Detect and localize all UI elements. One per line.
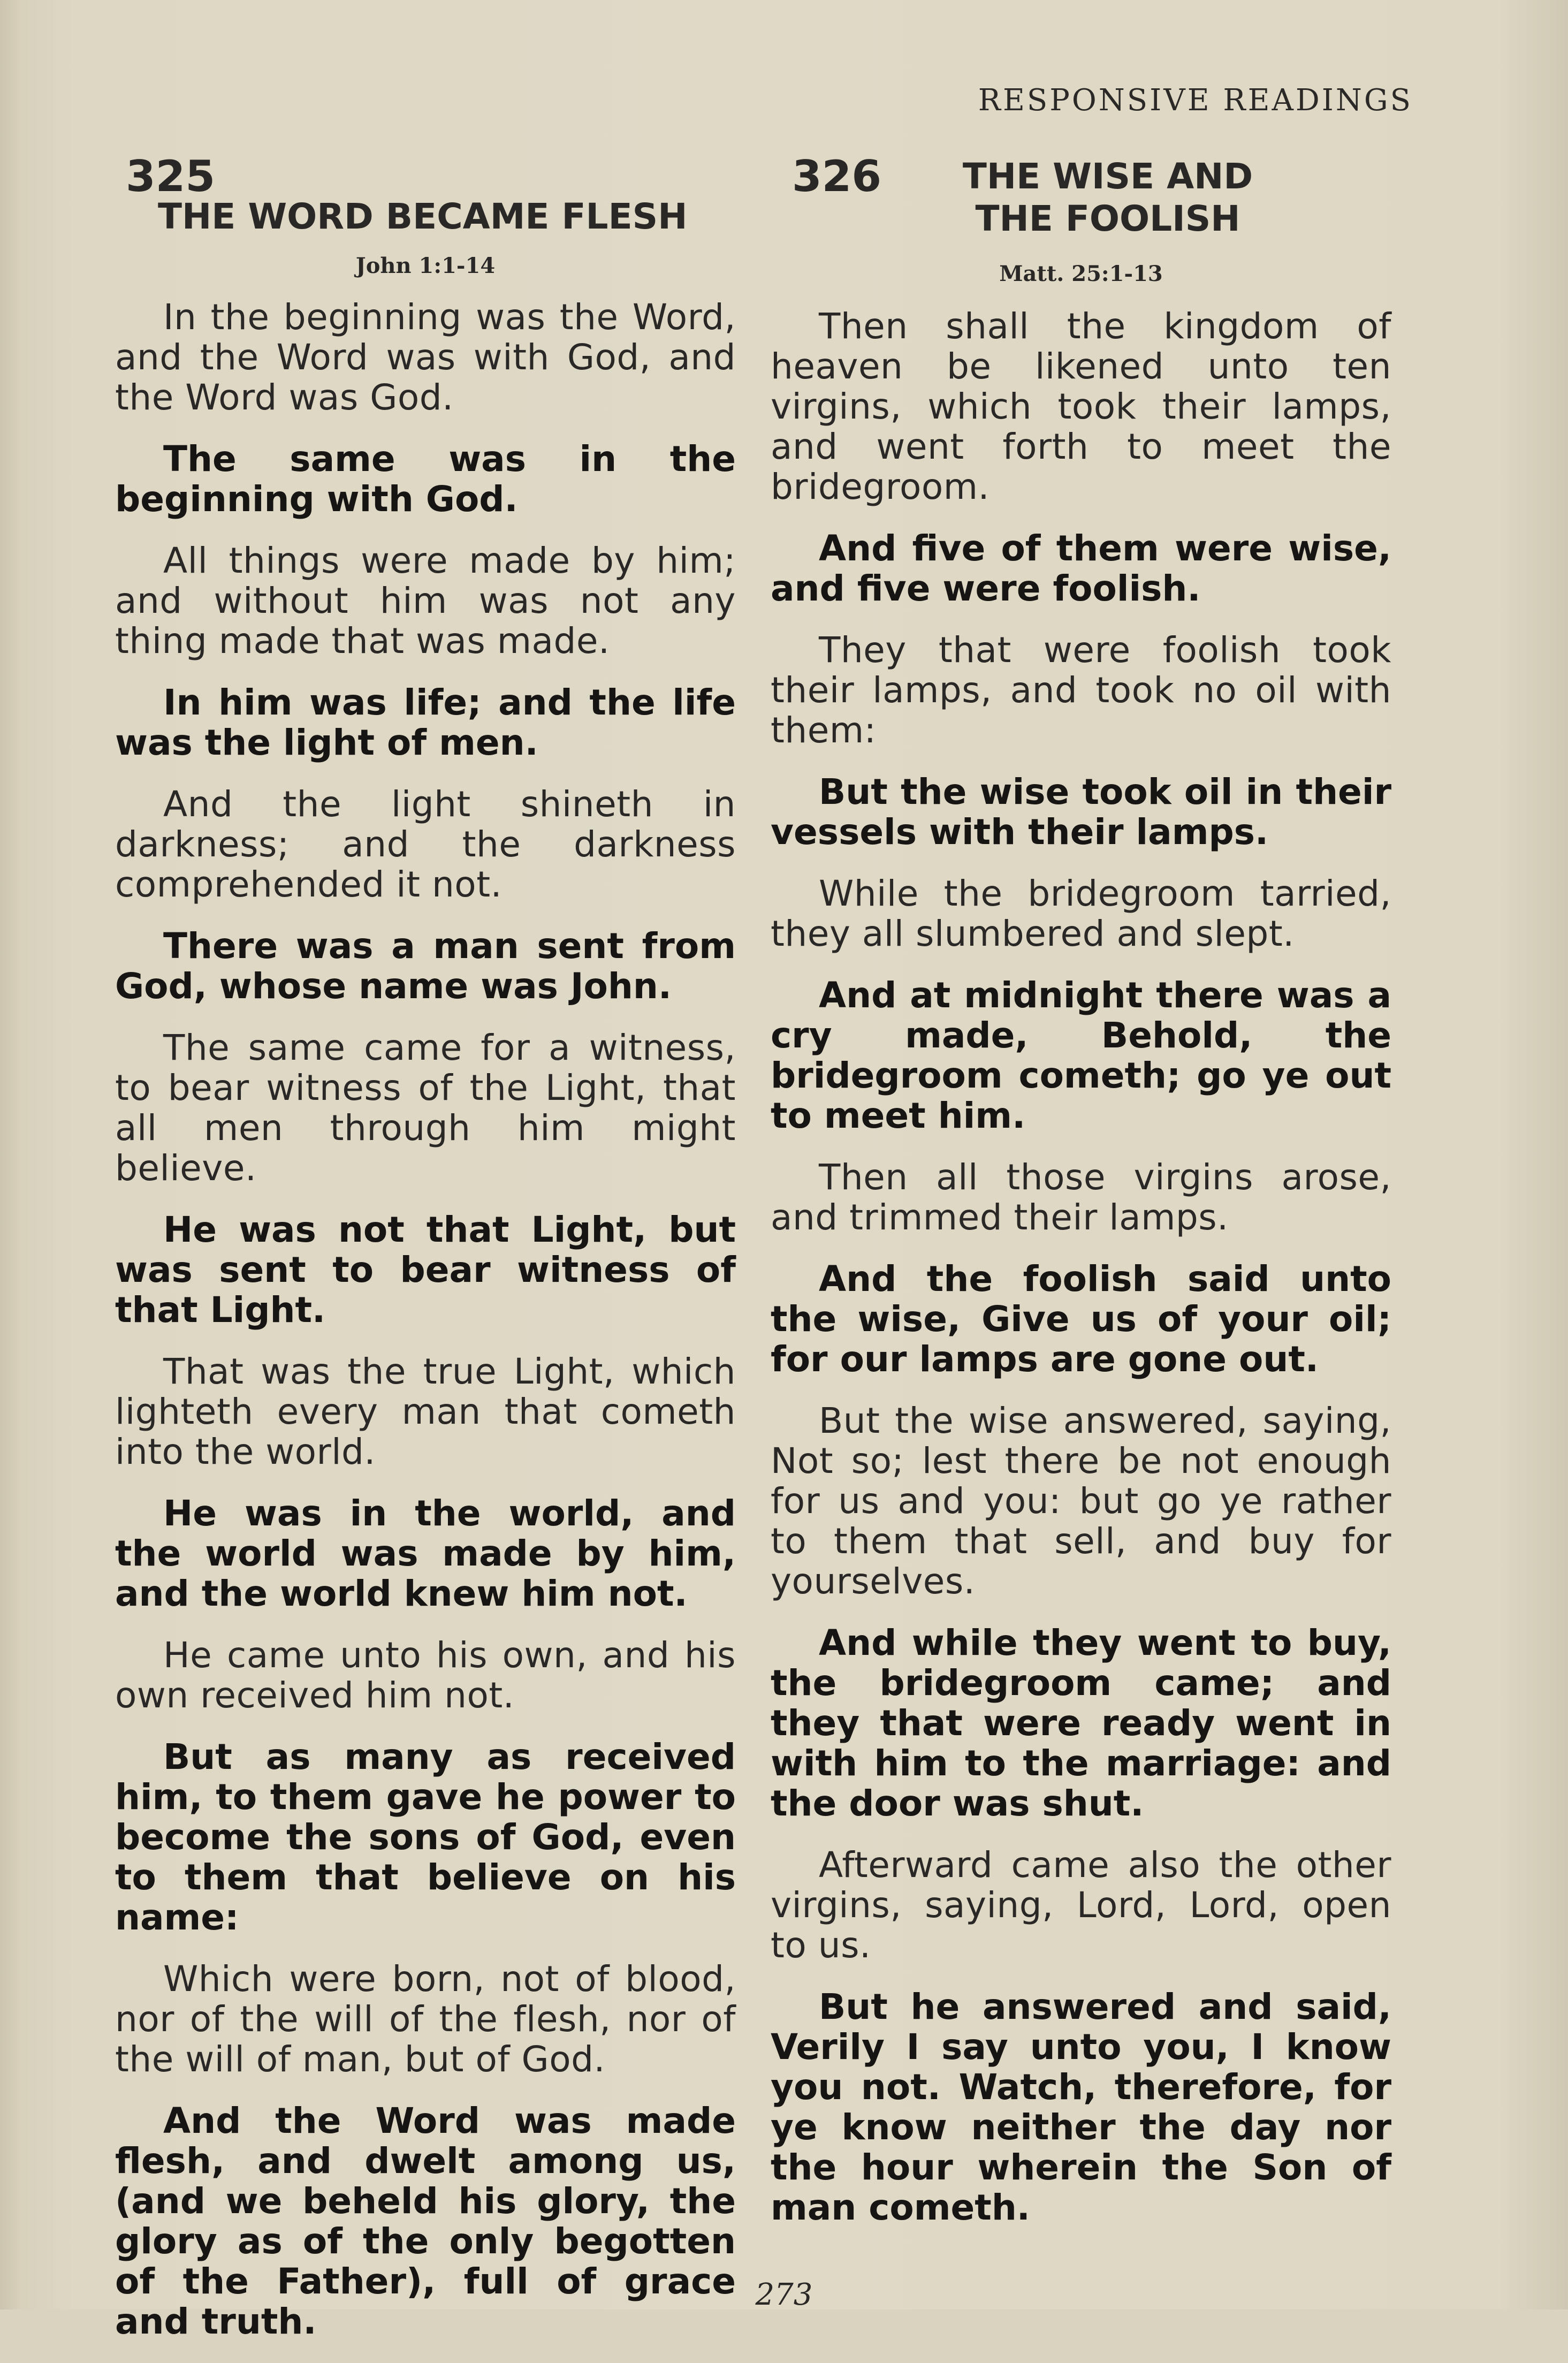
- scripture-reference: John 1:1-14: [355, 253, 496, 278]
- page-number: 273: [755, 2277, 813, 2312]
- leader-verse: That was the true Light, which lighteth every man that cometh into the world.: [115, 1351, 736, 1472]
- leader-verse: In the beginning was the Word, and the Word was with God, and the Word was God.: [115, 297, 736, 418]
- response-verse: And at midnight there was a cry made, Behold, the bridegroom cometh; go ye out to meet him.: [771, 975, 1391, 1136]
- leader-verse: But the wise answered, saying, Not so; lest there be not enough for us and you: but go ye rather to them that sell, and buy for yourselves.: [771, 1400, 1391, 1602]
- running-head: RESPONSIVE READINGS: [978, 83, 1413, 118]
- reading-header: [115, 151, 736, 297]
- leader-verse: The same came for a witness, to bear witness of the Light, that all men through him might believe.: [115, 1027, 736, 1189]
- reading-header: [771, 151, 1391, 306]
- reading-title-line: THE FOOLISH: [975, 198, 1240, 240]
- leader-verse: Then shall the kingdom of heaven be likened unto ten virgins, which took their lamps, and went forth to meet the bridegroom.: [771, 306, 1391, 507]
- leader-verse: He came unto his own, and his own received him not.: [115, 1635, 736, 1716]
- leader-verse: Then all those virgins arose, and trimmed their lamps.: [771, 1157, 1391, 1238]
- leader-verse: Which were born, not of blood, nor of the will of the flesh, nor of the will of man, but of God.: [115, 1958, 736, 2080]
- leader-verse: And the light shineth in darkness; and the darkness comprehended it not.: [115, 784, 736, 905]
- reading-title: THE WORD BECAME FLESH: [158, 196, 688, 237]
- response-verse: In him was life; and the life was the light of men.: [115, 682, 736, 763]
- reading-326: [771, 151, 1391, 2249]
- leader-verse: They that were foolish took their lamps, and took no oil with them:: [771, 629, 1391, 751]
- response-verse: He was in the world, and the world was made by him, and the world knew him not.: [115, 1493, 736, 1614]
- reading-number: 325: [126, 151, 215, 201]
- reading-title-line: THE WISE AND: [962, 156, 1253, 197]
- scripture-reference: Matt. 25:1-13: [999, 261, 1163, 286]
- reading-title: [771, 151, 1391, 240]
- reading-325: [115, 151, 736, 2363]
- leader-verse: Afterward came also the other virgins, saying, Lord, Lord, open to us.: [771, 1844, 1391, 1966]
- response-verse: But he answered and said, Verily I say unto you, I know you not. Watch, therefore, for ye know neither the day nor the hour wherein the Son of man cometh.: [771, 1986, 1391, 2228]
- response-verse: And the foolish said unto the wise, Give us of your oil; for our lamps are gone out.: [771, 1258, 1391, 1380]
- verse-list: [771, 306, 1391, 2228]
- response-verse: And five of them were wise, and five were foolish.: [771, 528, 1391, 609]
- response-verse: But as many as received him, to them gave he power to become the sons of God, even to them that believe on his name:: [115, 1736, 736, 1938]
- verse-list: [115, 297, 736, 2342]
- response-verse: But the wise took oil in their vessels with their lamps.: [771, 771, 1391, 853]
- reading-number: 326: [792, 151, 881, 201]
- leader-verse: While the bridegroom tarried, they all slumbered and slept.: [771, 873, 1391, 954]
- response-verse: And while they went to buy, the bridegroom came; and they that were ready went in with him to the marriage: and the door was shut.: [771, 1622, 1391, 1824]
- leader-verse: All things were made by him; and without him was not any thing made that was made.: [115, 540, 736, 662]
- response-verse: He was not that Light, but was sent to bear witness of that Light.: [115, 1209, 736, 1331]
- response-verse: The same was in the beginning with God.: [115, 438, 736, 520]
- response-verse: There was a man sent from God, whose name was John.: [115, 925, 736, 1007]
- response-verse: And the Word was made flesh, and dwelt among us, (and we beheld his glory, the glory as of the only begotten of the Father), full of grace and truth.: [115, 2100, 736, 2342]
